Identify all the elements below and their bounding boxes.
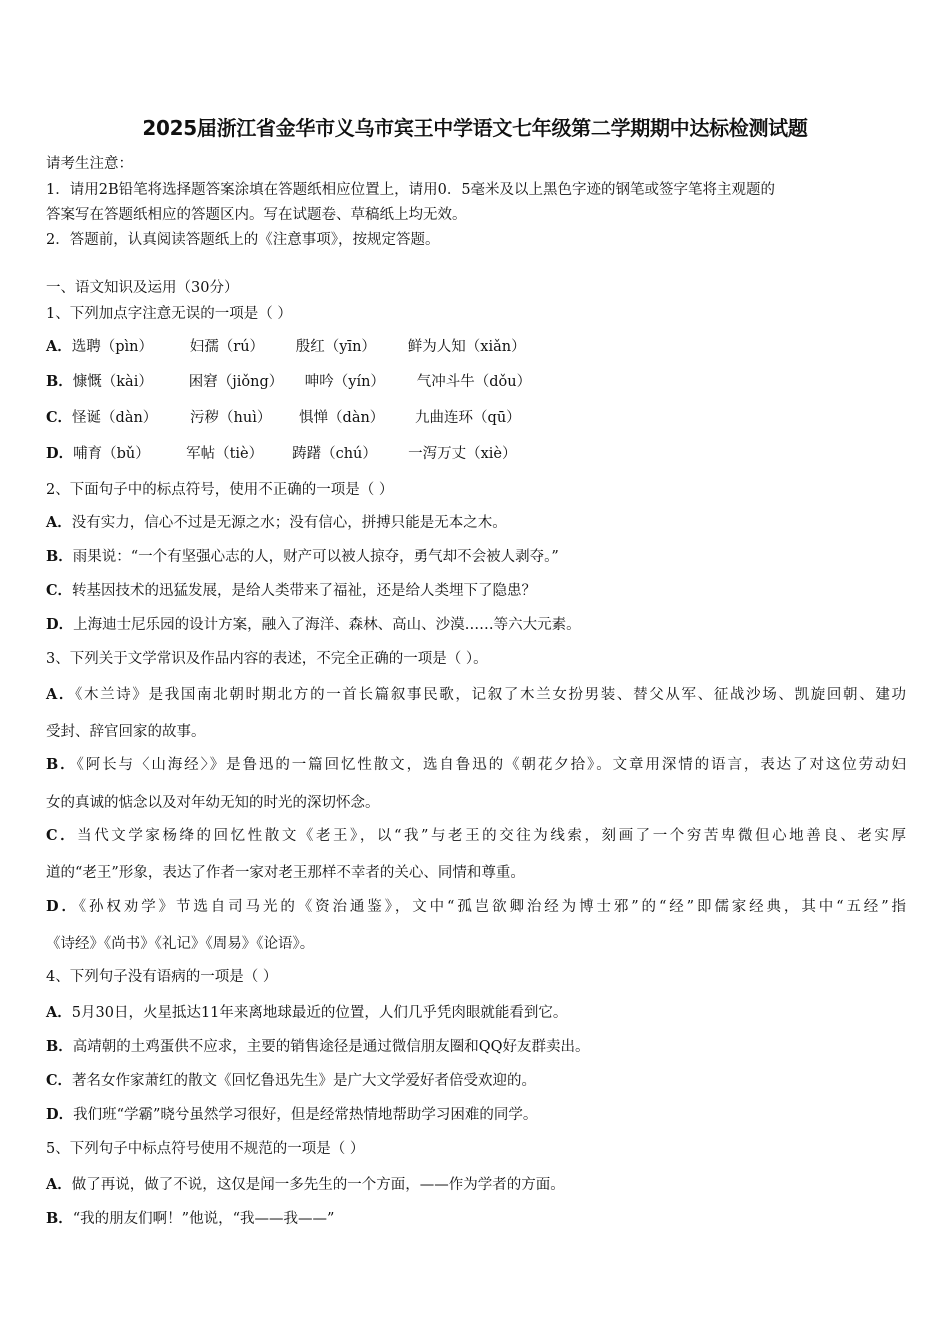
question-3-option-c: [46, 824, 906, 845]
notice-item-1-line-2: 答案写在答题纸相应的答题区内。写在试题卷、草稿纸上均无效。: [46, 207, 467, 223]
option-text: “我的朋友们啊！”他说，“我——我——”: [72, 1211, 335, 1227]
question-1-option-a: [46, 335, 526, 356]
question-1-option-c: [46, 406, 521, 427]
option-label: D．: [46, 445, 74, 462]
question-3-option-b: [46, 753, 906, 774]
notice-item-2: 2．答题前，认真阅读答题纸上的《注意事项》，按规定答题。: [46, 232, 440, 248]
option-text: 上海迪士尼乐园的设计方案，融入了海洋、森林、高山、沙漠……等六大元素。: [73, 617, 581, 633]
question-3-option-b-cont: 女的真诚的惦念以及对年幼无知的时光的深切怀念。: [46, 795, 380, 811]
option-text: 转基因技术的迅猛发展，是给人类带来了福祉，还是给人类埋下了隐患？: [72, 583, 537, 599]
question-1-option-b: [46, 370, 531, 391]
option-label: A．: [46, 338, 72, 355]
question-2-option-c: [46, 579, 536, 600]
question-3-option-d: [46, 895, 906, 916]
question-4-option-a: [46, 1001, 567, 1022]
option-item: 呻吟（yín）: [304, 374, 385, 390]
option-label: B．: [46, 1038, 73, 1055]
option-item: 气冲斗牛（dǒu）: [416, 374, 532, 390]
option-label: B．: [46, 1210, 73, 1227]
option-item: 困窘（jiǒng）: [188, 374, 284, 390]
question-5-stem: 5、下列句子中标点符号使用不规范的一项是（ ）: [46, 1141, 365, 1157]
question-3-option-a-cont: 受封、辞官回家的故事。: [46, 724, 206, 740]
question-4-option-d: [46, 1103, 537, 1124]
question-3-stem: 3、下列关于文学常识及作品内容的表述，不完全正确的一项是（ ）。: [46, 651, 488, 667]
option-item: 怪诞（dàn）: [72, 410, 158, 426]
option-item: 选聘（pìn）: [71, 339, 154, 355]
option-label: B．: [46, 756, 77, 773]
question-2-option-b: [46, 545, 559, 566]
page-title: 2025届浙江省金华市义乌市宾王中学语文七年级第二学期期中达标检测试题: [142, 116, 808, 140]
option-item: 鲜为人知（xiǎn）: [407, 339, 526, 355]
option-item: 慷慨（kài）: [72, 374, 153, 390]
option-text: 著名女作家萧红的散文《回忆鲁迅先生》是广大文学爱好者倍受欢迎的。: [72, 1073, 537, 1089]
option-label: C．: [46, 827, 78, 844]
option-label: C．: [46, 582, 73, 599]
option-item: 污秽（huì）: [190, 410, 272, 426]
option-text: 《木兰诗》是我国南北朝时期北方的一首长篇叙事民歌，记叙了木兰女扮男装、替父从军、征战沙场、凯旋回朝、建功: [75, 687, 906, 703]
option-label: D．: [46, 898, 79, 915]
option-item: 一泻万丈（xiè）: [408, 446, 517, 462]
question-1-option-d: [46, 442, 516, 463]
option-label: A．: [46, 1004, 72, 1021]
section-heading: 一、语文知识及运用（30分）: [46, 280, 239, 296]
option-item: 惧惮（dàn）: [299, 410, 385, 426]
option-item: 九曲连环（qū）: [415, 410, 521, 426]
option-item: 军帖（tiè）: [186, 446, 264, 462]
question-4-option-c: [46, 1069, 536, 1090]
option-item: 哺育（bǔ）: [73, 446, 150, 462]
question-2-stem: 2、下面句子中的标点符号，使用不正确的一项是（ ）: [46, 482, 394, 498]
question-3-option-d-cont: 《诗经》《尚书》《礼记》《周易》《论语》。: [46, 936, 315, 952]
option-label: B．: [46, 548, 73, 565]
question-2-option-a: [46, 511, 507, 532]
option-text: 没有实力，信心不过是无源之水；没有信心，拼搏只能是无本之木。: [71, 515, 507, 531]
option-text: 做了再说，做了不说，这仅是闻一多先生的一个方面，——作为学者的方面。: [71, 1177, 565, 1193]
option-text: 当代文学家杨绛的回忆性散文《老王》，以“我”与老王的交往为线索，刻画了一个穷苦卑微但心地善良、老实厚: [77, 828, 906, 844]
option-label: A．: [46, 1176, 72, 1193]
option-label: A．: [46, 514, 72, 531]
question-5-option-b: [46, 1207, 334, 1228]
option-text: 高靖朝的土鸡蛋供不应求，主要的销售途径是通过微信朋友圈和QQ好友群卖出。: [72, 1039, 590, 1055]
option-label: B．: [46, 373, 73, 390]
option-text: 我们班“学霸”晓兮虽然学习很好，但是经常热情地帮助学习困难的同学。: [73, 1107, 538, 1123]
question-3-option-c-cont: 道的“老王”形象，表达了作者一家对老王那样不幸者的关心、同情和尊重。: [46, 865, 525, 881]
option-label: A．: [46, 686, 76, 703]
option-item: 殷红（yīn）: [295, 339, 376, 355]
option-label: D．: [46, 1106, 74, 1123]
option-text: 5月30日，火星抵达11年来离地球最近的位置，人们几乎凭肉眼就能看到它。: [71, 1005, 568, 1021]
option-text: 雨果说：“一个有坚强心志的人，财产可以被人掠夺，勇气却不会被人剥夺。”: [72, 549, 559, 565]
option-item: 妇孺（rú）: [189, 339, 265, 355]
option-label: C．: [46, 1072, 73, 1089]
question-4-stem: 4、下列句子没有语病的一项是（ ）: [46, 969, 278, 985]
question-2-option-d: [46, 613, 581, 634]
notice-item-1-line-1: 1．请用2B铅笔将选择题答案涂填在答题纸相应位置上，请用0．5毫米及以上黑色字迹的钢笔或签字笔将主观题的: [46, 182, 776, 198]
notice-heading: 请考生注意：: [46, 156, 133, 172]
question-3-option-a: [46, 683, 906, 704]
option-label: D．: [46, 616, 74, 633]
question-4-option-b: [46, 1035, 590, 1056]
option-label: C．: [46, 409, 73, 426]
question-1-stem: 1、下列加点字注意无误的一项是（ ）: [46, 306, 292, 322]
question-5-option-a: [46, 1173, 565, 1194]
option-item: 踌躇（chú）: [292, 446, 377, 462]
option-text: 《阿长与〈山海经〉》是鲁迅的一篇回忆性散文，选自鲁迅的《朝花夕拾》。文章用深情的语言，表达了对这位劳动妇: [76, 757, 906, 773]
option-text: 《孙权劝学》节选自司马光的《资治通鉴》，文中“孤岂欲卿治经为博士邪”的“经”即儒家经典，其中“五经”指: [78, 899, 906, 915]
